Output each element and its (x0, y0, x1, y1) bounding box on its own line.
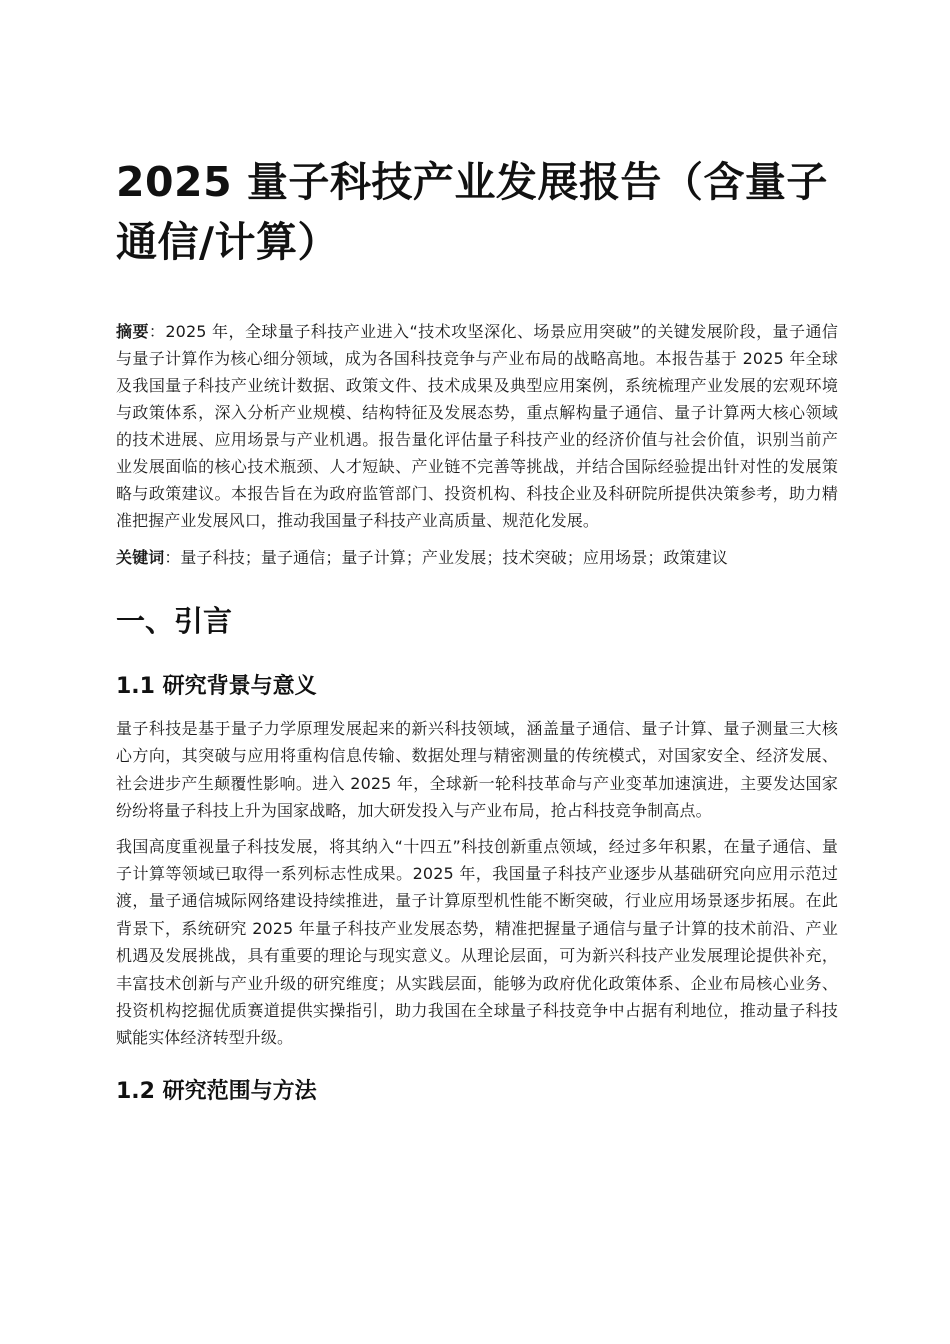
section-heading-introduction: 一、引言 (116, 604, 233, 638)
abstract-separator: ： (148, 322, 166, 341)
subsection-heading-background: 1.1 研究背景与意义 (116, 674, 317, 699)
keywords-text: 量子科技；量子通信；量子计算；产业发展；技术突破；应用场景；政策建议 (180, 548, 728, 567)
subsection-heading-scope-methods: 1.2 研究范围与方法 (116, 1078, 317, 1104)
keywords-paragraph (116, 544, 838, 571)
keywords-separator: ： (164, 548, 181, 567)
background-paragraph-1: 量子科技是基于量子力学原理发展起来的新兴科技领域，涵盖量子通信、量子计算、量子测量三大核心方向，其突破与应用将重构信息传输、数据处理与精密测量的传统模式，对国家安全、经济发展、社会进步产生颠覆性影响。进入 2025 年，全球新一轮科技革命与产业变革加速演进，主要发达国家纷纷将量子科技上升为国家战略，加大研发投入与产业布局，抢占科技竞争制高点。 (116, 719, 838, 821)
abstract-paragraph (116, 318, 838, 534)
document-title: 2025 量子科技产业发展报告（含量子通信/计算） (116, 158, 828, 266)
background-paragraph-2: 我国高度重视量子科技发展，将其纳入“十四五”科技创新重点领域，经过多年积累，在量子通信、量子计算等领域已取得一系列标志性成果。2025 年，我国量子科技产业逐步从基础研究向应用示范过渡，量子通信城际网络建设持续推进，量子计算原型机性能不断突破，行业应用场景逐步拓展。在此背景下，系统研究 2025 年量子科技产业发展态势，精准把握量子通信与量子计算的技术前沿、产业机遇及发展挑战，具有重要的理论与现实意义。从理论层面，可为新兴科技产业发展理论提供补充，丰富技术创新与产业升级的研究维度；从实践层面，能够为政府优化政策体系、企业布局核心业务、投资机构挖掘优质赛道提供实操指引，助力我国在全球量子科技竞争中占据有利地位，推动量子科技赋能实体经济转型升级。 (116, 836, 838, 1048)
abstract-label: 摘要 (116, 322, 149, 341)
keywords-label: 关键词 (116, 548, 165, 567)
abstract-text: 2025 年，全球量子科技产业进入“技术攻坚深化、场景应用突破”的关键发展阶段，量子通信与量子计算作为核心细分领域，成为各国科技竞争与产业布局的战略高地。本报告基于 2025 年全球及我国量子科技产业统计数据、政策文件、技术成果及典型应用案例，系统梳理产业发展的宏观环境与政策体系，深入分析产业规模、结构特征及发展态势，重点解构量子通信、量子计算两大核心领域的技术进展、应用场景与产业机遇。报告量化评估量子科技产业的经济价值与社会价值，识别当前产业发展面临的核心技术瓶颈、人才短缺、产业链不完善等挑战，并结合国际经验提出针对性的发展策略与政策建议。本报告旨在为政府监管部门、投资机构、科技企业及科研院所提供决策参考，助力精准把握产业发展风口，推动我国量子科技产业高质量、规范化发展。 (116, 322, 839, 530)
